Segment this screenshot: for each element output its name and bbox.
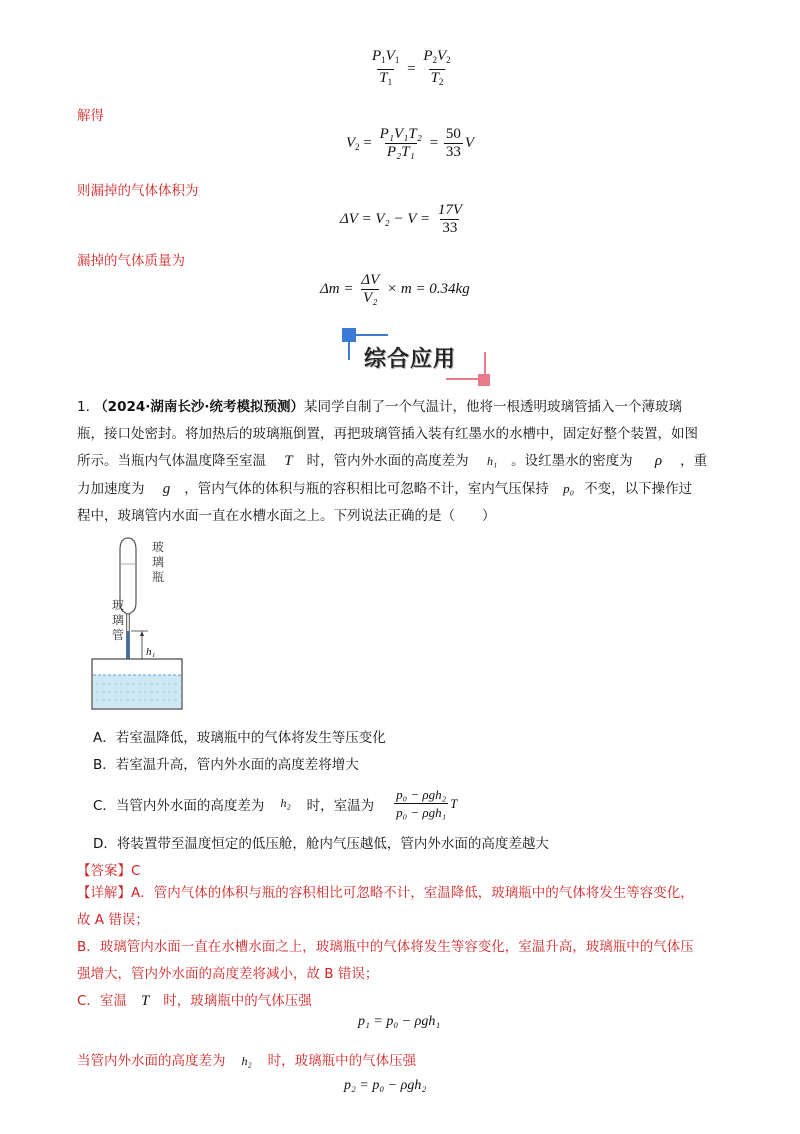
banner-blue-line-h xyxy=(348,334,388,336)
equation-p1: p₁ = p₀ − ρgh₁ xyxy=(358,1014,441,1029)
section-banner xyxy=(342,328,492,390)
bottle-label: 玻璃瓶 xyxy=(152,540,165,584)
banner-pink-line-v xyxy=(484,352,486,380)
label-leak-mass: 漏掉的气体质量为 xyxy=(77,253,185,269)
question-line-4: 力加速度为 g ，管内气体的体积与瓶的容积相比可忽略不计，室内气压保持 p₀ 不变，以下操作过 xyxy=(77,481,693,497)
banner-pink-line-h xyxy=(446,378,486,380)
detail-a-line2: 故 A 错误； xyxy=(77,912,149,928)
option-a: A．若室温降低，玻璃瓶中的气体将发生等压变化 xyxy=(93,730,386,746)
detail-c-line1: C．室温 T 时，玻璃瓶中的气体压强 xyxy=(77,993,312,1009)
figure-apparatus xyxy=(88,534,188,714)
equation-v2: $V_2$ = $\frac{\text{P₁V₁T₂}}{\text{P₂T₁}}$ = $\frac{50}{33}$ V xyxy=(346,126,475,160)
equation-gas-law: $\frac{P_1V_1}{T_1}$ = $\frac{P_2V_2}{T_2}$ xyxy=(368,48,455,91)
tube-label: 玻璃管 xyxy=(112,598,125,642)
label-solve: 解得 xyxy=(77,108,104,124)
question-line-3: 所示。当瓶内气体温度降至室温 T 时，管内外水面的高度差为 h₁ 。设红墨水的密度为 ρ ，重 xyxy=(77,453,708,469)
basin-water xyxy=(93,675,181,708)
label-leak-volume: 则漏掉的气体体积为 xyxy=(77,183,199,199)
detail-b-line2: 强增大，管内外水面的高度差将减小，故 B 错误； xyxy=(77,966,379,982)
detail-b-line1: B．玻璃管内水面一直在水槽水面之上，玻璃瓶中的气体将发生等容变化，室温升高，玻璃瓶中的气体压 xyxy=(77,939,694,955)
option-d: D．将装置带至温度恒定的低压舱，舱内气压越低，管内外水面的高度差越大 xyxy=(93,836,549,852)
option-c-text-b: 时，室温为 xyxy=(306,797,375,814)
question-stem xyxy=(77,394,727,530)
option-c-text-a: C．当管内外水面的高度差为 xyxy=(93,797,265,814)
equation-delta-m: Δm = $\frac{\Delta V}{\text{V₂}}$ × m = 0.34kg xyxy=(320,272,470,306)
question-line-2: 瓶，接口处密封。将加热后的玻璃瓶倒置，再把玻璃管插入装有红墨水的水槽中，固定好整个装置，如图 xyxy=(77,426,698,442)
detail-c-line2: 当管内外水面的高度差为 h₂ 时，玻璃瓶中的气体压强 xyxy=(77,1053,417,1069)
apparatus-drawing xyxy=(88,534,188,714)
banner-blue-line-v xyxy=(348,334,350,360)
question-line-5: 程中，玻璃管内水面一直在水槽水面之上。下列说法正确的是（ ） xyxy=(77,508,496,524)
option-b: B．若室温升高，管内外水面的高度差将增大 xyxy=(93,757,359,773)
equation-delta-v: ΔV = V₂ − V = $\frac{17V}{33}$ xyxy=(340,202,463,236)
option-c xyxy=(93,786,457,821)
detail-block xyxy=(77,880,737,1015)
answer: 【答案】C xyxy=(77,863,141,879)
h1-label: h₁ xyxy=(146,646,156,658)
equation-p2: p₂ = p₀ − ρgh₂ xyxy=(344,1078,427,1093)
question-line-1: 1. （2024·湖南长沙·统考模拟预测）某同学自制了一个气温计，他将一根透明玻璃管插入一个薄玻璃 xyxy=(77,399,683,415)
banner-title: 综合应用 xyxy=(364,347,457,372)
option-c-h2: h₂ xyxy=(280,796,291,810)
detail-a-line1: 【详解】A．管内气体的体积与瓶的容积相比可忽略不计，室温降低，玻璃瓶中的气体将发生等容变化， xyxy=(77,885,694,901)
h1-arrow-up xyxy=(140,631,144,636)
option-c-fraction: $\frac{\text{p₀ − ρgh₂}}{\text{p₀ − ρgh₁}}$ T xyxy=(396,787,458,820)
